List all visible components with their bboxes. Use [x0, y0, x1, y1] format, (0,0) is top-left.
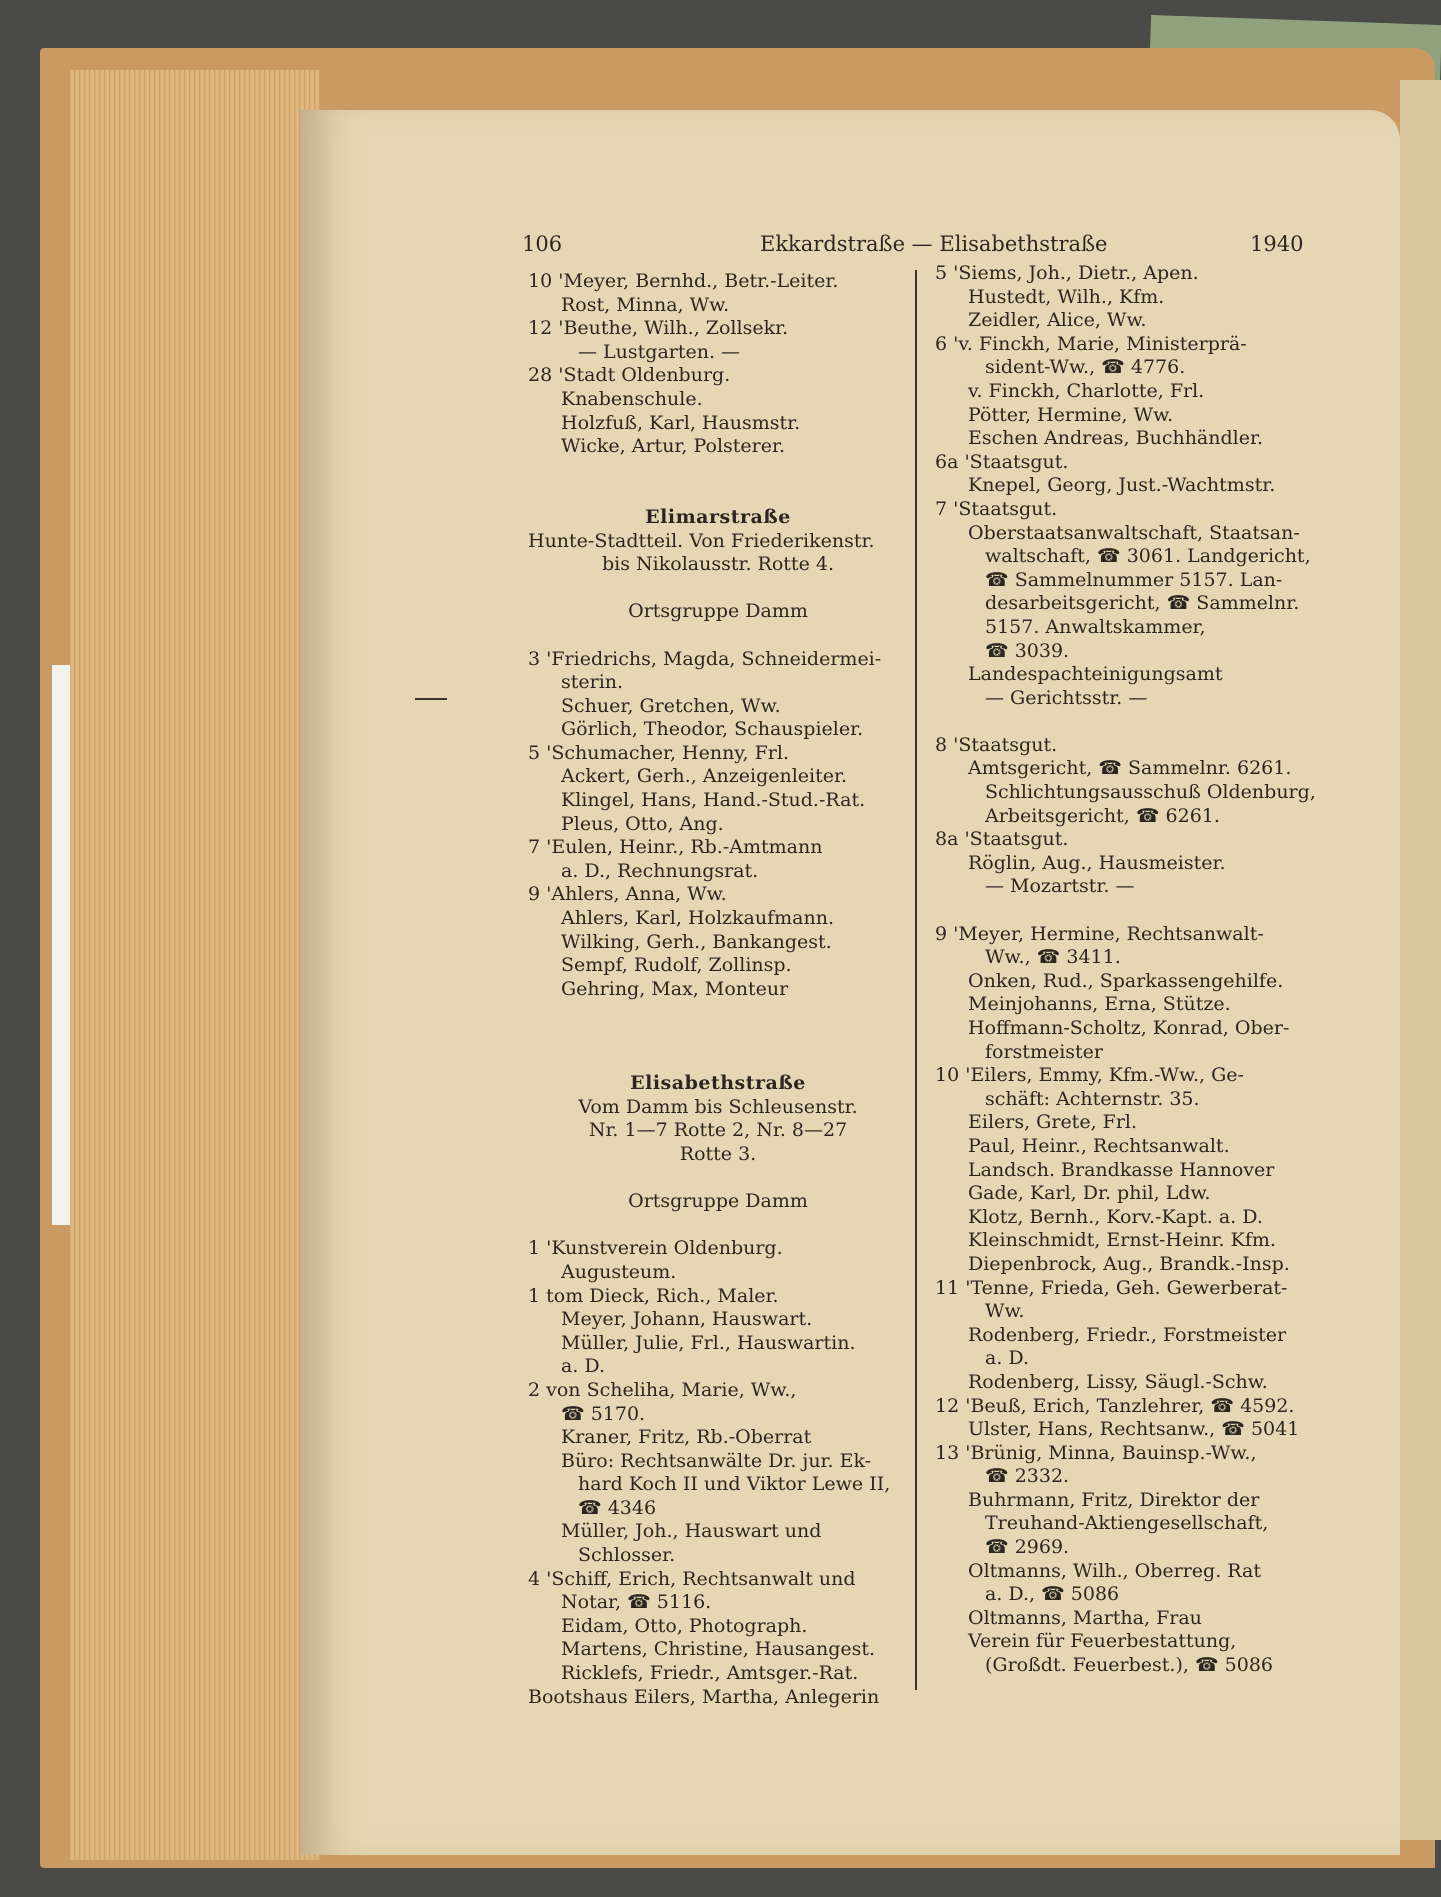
directory-line: 9 'Ahlers, Anna, Ww. — [528, 883, 727, 906]
directory-line: Landsch. Brandkasse Hannover — [968, 1158, 1275, 1181]
directory-line — [528, 1049, 908, 1073]
directory-line: 12 'Beuß, Erich, Tanzlehrer, ☎ 4592. — [935, 1394, 1295, 1417]
margin-mark — [415, 698, 447, 700]
directory-line: (Großdt. Feuerbest.), ☎ 5086 — [985, 1654, 1274, 1677]
directory-line: Rotte 3. — [679, 1142, 757, 1165]
directory-line: 7 'Eulen, Heinr., Rb.-Amtmann — [528, 836, 823, 859]
directory-line: 5 'Schumacher, Henny, Frl. — [528, 741, 789, 764]
directory-line: Rost, Minna, Ww. — [561, 293, 730, 316]
directory-line — [528, 1025, 908, 1049]
directory-line: Oltmanns, Martha, Frau — [968, 1606, 1202, 1629]
directory-line: — Gerichtsstr. — — [985, 686, 1148, 709]
directory-line: 1 'Kunstverein Oldenburg. — [528, 1237, 783, 1260]
right-column — [935, 262, 1335, 1678]
year: 1940 — [1250, 232, 1304, 256]
directory-line: Wicke, Artur, Polsterer. — [561, 435, 786, 458]
directory-line: Oberstaatsanwaltschaft, Staatsan- — [968, 521, 1300, 544]
directory-line: 9 'Meyer, Hermine, Rechtsanwalt- — [935, 922, 1264, 945]
directory-line: Onken, Rud., Sparkassengehilfe. — [968, 969, 1284, 992]
directory-line: ☎ Sammelnummer 5157. Lan- — [985, 568, 1283, 591]
directory-line: a. D., ☎ 5086 — [985, 1583, 1120, 1606]
directory-line: v. Finckh, Charlotte, Frl. — [968, 379, 1205, 402]
directory-line: ☎ 2969. — [985, 1536, 1070, 1559]
page-number: 106 — [522, 232, 563, 256]
directory-line: Schuer, Gretchen, Ww. — [561, 694, 781, 717]
left-column — [528, 270, 908, 1709]
directory-line: 5 'Siems, Joh., Dietr., Apen. — [935, 262, 1199, 284]
directory-line: Nr. 1—7 Rotte 2, Nr. 8—27 — [588, 1119, 848, 1142]
directory-line: a. D. — [561, 1355, 606, 1378]
directory-line — [528, 1001, 908, 1025]
directory-line: 8 'Staatsgut. — [935, 733, 1058, 756]
directory-line: Zeidler, Alice, Ww. — [968, 309, 1147, 332]
directory-line: Kleinschmidt, Ernst-Heinr. Kfm. — [968, 1229, 1276, 1252]
directory-line: 1 tom Dieck, Rich., Maler. — [528, 1284, 779, 1307]
street-heading: Elisabethstraße — [630, 1072, 806, 1095]
directory-line: ☎ 4346 — [578, 1496, 657, 1519]
directory-line: Schlosser. — [578, 1544, 676, 1567]
directory-line: Ortsgruppe Damm — [628, 600, 808, 623]
directory-line: Martens, Christine, Hausangest. — [561, 1638, 876, 1661]
page-title: Ekkardstraße — Elisabethstraße — [760, 232, 1108, 256]
directory-line: Eschen Andreas, Buchhändler. — [968, 427, 1264, 450]
directory-line — [935, 899, 1335, 923]
directory-line: bis Nikolausstr. Rotte 4. — [602, 553, 834, 576]
directory-line — [528, 459, 908, 483]
directory-line: forstmeister — [985, 1040, 1103, 1063]
paper-slip — [52, 665, 70, 1225]
directory-line: Sempf, Rudolf, Zollinsp. — [561, 954, 792, 977]
directory-line: 3 'Friedrichs, Magda, Schneidermei- — [528, 647, 882, 670]
directory-line: Pötter, Hermine, Ww. — [968, 403, 1174, 426]
directory-line: 6 'v. Finckh, Marie, Ministerprä- — [935, 332, 1247, 355]
directory-line: ☎ 3039. — [985, 639, 1070, 662]
directory-line: Ww., ☎ 3411. — [985, 946, 1121, 969]
directory-line: 10 'Eilers, Emmy, Kfm.-Ww., Ge- — [935, 1064, 1244, 1087]
directory-line: Ahlers, Karl, Holzkaufmann. — [561, 907, 835, 930]
directory-line: 8a 'Staatsgut. — [935, 828, 1069, 851]
directory-line: 4 'Schiff, Erich, Rechtsanwalt und — [528, 1567, 856, 1590]
directory-line: desarbeitsgericht, ☎ Sammelnr. — [985, 592, 1300, 615]
directory-line: a. D. — [985, 1347, 1030, 1370]
directory-line: Eidam, Otto, Photograph. — [561, 1614, 808, 1637]
directory-line: 10 'Meyer, Bernhd., Betr.-Leiter. — [528, 270, 839, 292]
directory-line: Gehring, Max, Monteur — [561, 977, 789, 1000]
directory-line: sterin. — [561, 671, 624, 694]
directory-line: Rodenberg, Friedr., Forstmeister — [968, 1323, 1287, 1346]
directory-line: 13 'Brünig, Minna, Bauinsp.-Ww., — [935, 1441, 1257, 1464]
directory-line: 2 von Scheliha, Marie, Ww., — [528, 1378, 797, 1401]
directory-line — [935, 710, 1335, 734]
street-heading: Elimarstraße — [645, 505, 791, 528]
directory-line: Meinjohanns, Erna, Stütze. — [968, 993, 1231, 1016]
directory-line: Ww. — [985, 1300, 1025, 1323]
directory-line: Vom Damm bis Schleusenstr. — [578, 1095, 858, 1118]
directory-line: hard Koch II und Viktor Lewe II, — [578, 1473, 891, 1496]
directory-line — [528, 1167, 908, 1191]
directory-line: — Lustgarten. — — [578, 340, 741, 363]
directory-line: Rodenberg, Lissy, Säugl.-Schw. — [968, 1370, 1268, 1393]
directory-line: ☎ 5170. — [561, 1402, 646, 1425]
directory-line: Gade, Karl, Dr. phil, Ldw. — [968, 1182, 1211, 1205]
directory-line — [528, 1214, 908, 1238]
directory-line: Oltmanns, Wilh., Oberreg. Rat — [968, 1559, 1261, 1582]
directory-line: 6a 'Staatsgut. — [935, 450, 1069, 473]
directory-line: Pleus, Otto, Ang. — [561, 812, 724, 835]
directory-line: Schlichtungsausschuß Oldenburg, — [985, 781, 1316, 804]
directory-line: sident-Ww., ☎ 4776. — [985, 356, 1186, 379]
directory-line: Notar, ☎ 5116. — [561, 1591, 712, 1614]
directory-line: Müller, Julie, Frl., Hauswartin. — [561, 1331, 856, 1354]
directory-line: a. D., Rechnungsrat. — [561, 859, 759, 882]
directory-line: Hunte-Stadtteil. Von Friederikenstr. — [528, 529, 875, 552]
directory-line — [528, 577, 908, 601]
directory-line: Augusteum. — [561, 1260, 677, 1283]
page-edges — [70, 70, 320, 1860]
directory-line: Röglin, Aug., Hausmeister. — [968, 851, 1226, 874]
directory-line: Meyer, Johann, Hauswart. — [561, 1308, 813, 1331]
directory-line: ☎ 2332. — [985, 1465, 1070, 1488]
directory-line: Knabenschule. — [561, 387, 703, 410]
directory-line: Eilers, Grete, Frl. — [968, 1111, 1138, 1134]
directory-line: Treuhand-Aktiengesellschaft, — [985, 1512, 1269, 1535]
directory-line: schäft: Achternstr. 35. — [985, 1087, 1200, 1110]
directory-line: Kraner, Fritz, Rb.-Oberrat — [561, 1426, 812, 1449]
directory-line: 7 'Staatsgut. — [935, 497, 1058, 520]
directory-line: 11 'Tenne, Frieda, Geh. Gewerberat- — [935, 1276, 1288, 1299]
directory-line: 5157. Anwaltskammer, — [985, 615, 1206, 638]
directory-line: Ackert, Gerh., Anzeigenleiter. — [561, 765, 848, 788]
directory-line: Bootshaus Eilers, Martha, Anlegerin — [528, 1685, 880, 1708]
directory-line: Knepel, Georg, Just.-Wachtmstr. — [968, 474, 1276, 497]
directory-line: Ortsgruppe Damm — [628, 1190, 808, 1213]
directory-line: Klotz, Bernh., Korv.-Kapt. a. D. — [968, 1205, 1263, 1228]
directory-line: 28 'Stadt Oldenburg. — [528, 364, 731, 387]
directory-line: Ulster, Hans, Rechtsanw., ☎ 5041 — [968, 1418, 1300, 1441]
directory-line: Wilking, Gerh., Bankangest. — [561, 930, 832, 953]
directory-line: Ricklefs, Friedr., Amtsger.-Rat. — [561, 1662, 859, 1685]
directory-line: Buhrmann, Fritz, Direktor der — [968, 1488, 1260, 1511]
directory-line: Landespachteinigungsamt — [968, 663, 1223, 686]
directory-line: Hustedt, Wilh., Kfm. — [968, 285, 1165, 308]
directory-line — [528, 482, 908, 506]
directory-line: Diepenbrock, Aug., Brandk.-Insp. — [968, 1252, 1290, 1275]
directory-line: Hoffmann-Scholtz, Konrad, Ober- — [968, 1017, 1290, 1039]
facing-page-edge — [1400, 80, 1441, 1840]
directory-line: waltschaft, ☎ 3061. Landgericht, — [985, 545, 1311, 568]
directory-line: Paul, Heinr., Rechtsanwalt. — [968, 1134, 1230, 1157]
directory-line: Holzfuß, Karl, Hausmstr. — [561, 411, 801, 434]
directory-line: Görlich, Theodor, Schauspieler. — [561, 718, 864, 741]
directory-line: 12 'Beuthe, Wilh., Zollsekr. — [528, 317, 789, 340]
column-divider — [915, 270, 917, 1690]
directory-line: — Mozartstr. — — [985, 875, 1135, 898]
directory-line — [528, 624, 908, 648]
directory-line: Klingel, Hans, Hand.-Stud.-Rat. — [561, 789, 866, 812]
directory-line: Amtsgericht, ☎ Sammelnr. 6261. — [968, 757, 1292, 780]
directory-line: Verein für Feuerbestattung, — [968, 1630, 1237, 1653]
directory-line: Müller, Joh., Hauswart und — [561, 1520, 822, 1543]
directory-line: Büro: Rechtsanwälte Dr. jur. Ek- — [561, 1449, 872, 1472]
directory-line: Arbeitsgericht, ☎ 6261. — [985, 804, 1220, 827]
